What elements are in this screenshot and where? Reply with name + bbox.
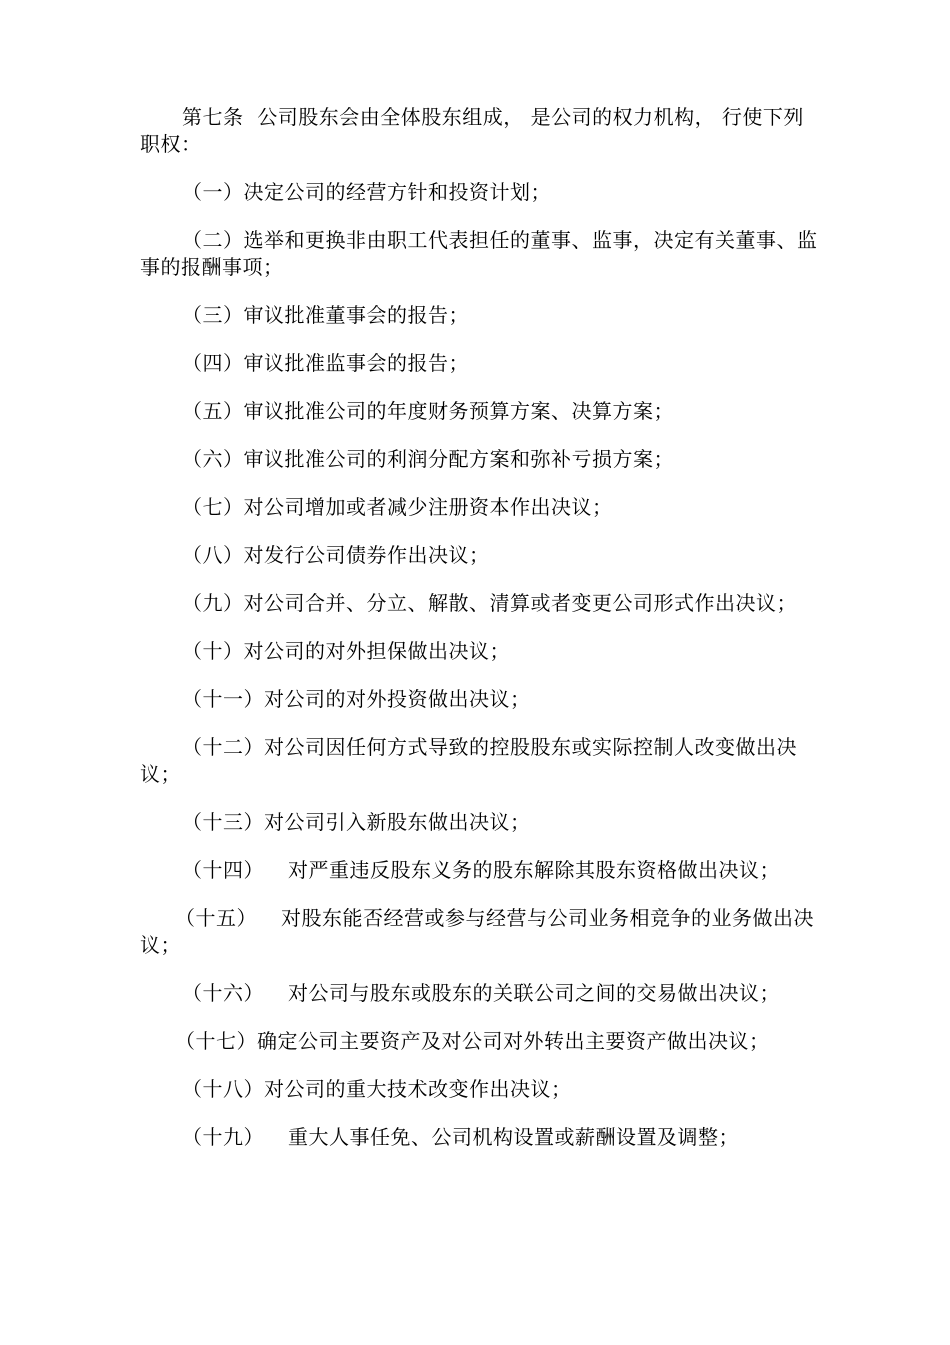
list-item	[140, 905, 820, 959]
item-label: （一）	[182, 180, 244, 204]
item-label: （八）	[182, 543, 244, 567]
item-label: （十二）	[182, 735, 264, 759]
item-text: 对公司引入新股东做出决议；	[264, 810, 531, 834]
item-text: 审议批准公司的利润分配方案和弥补亏损方案；	[243, 447, 674, 471]
item-label: （十九）	[182, 1125, 264, 1149]
list-item	[140, 494, 820, 521]
item-text: 重大人事任免、公司机构设置或薪酬设置及调整；	[288, 1125, 739, 1149]
list-item	[140, 590, 820, 617]
item-text: 确定公司主要资产及对公司对外转出主要资产做出决议；	[257, 1029, 770, 1053]
item-label: （十四）	[182, 858, 264, 882]
item-label: （七）	[182, 495, 244, 519]
item-label: （十八）	[182, 1077, 264, 1101]
item-label: （二）	[182, 228, 244, 252]
list-item	[140, 302, 820, 329]
list-item	[140, 980, 820, 1007]
item-label: （三）	[182, 303, 244, 327]
article-body	[140, 104, 820, 1172]
list-item	[140, 1124, 820, 1151]
list-item	[140, 398, 820, 425]
item-label: （九）	[182, 591, 244, 615]
item-text: 审议批准公司的年度财务预算方案、决算方案；	[243, 399, 674, 423]
list-item	[140, 686, 820, 713]
item-text: 审议批准监事会的报告；	[243, 351, 469, 375]
item-label: （十三）	[182, 810, 264, 834]
item-text: 对公司与股东或股东的关联公司之间的交易做出决议；	[288, 981, 780, 1005]
item-text: 对公司增加或者减少注册资本作出决议；	[243, 495, 613, 519]
item-label: （十）	[182, 639, 244, 663]
item-text: 对公司的对外担保做出决议；	[243, 639, 510, 663]
list-item	[140, 1076, 820, 1103]
item-label: （十七）	[175, 1029, 257, 1053]
list-item	[140, 1028, 820, 1055]
article-intro	[140, 104, 820, 158]
list-item	[140, 809, 820, 836]
item-text: 对发行公司债券作出决议；	[243, 543, 490, 567]
article-intro-text: 公司股东会由全体股东组成， 是公司的权力机构， 行使下列职权：	[140, 105, 804, 156]
item-label: （六）	[182, 447, 244, 471]
item-text: 对公司因任何方式导致的控股股东或实际控制人改变做出决议；	[140, 735, 797, 786]
item-text: 选举和更换非由职工代表担任的董事、监事，决定有关董事、监事的报酬事项；	[140, 228, 818, 279]
item-label: （十一）	[182, 687, 264, 711]
list-item	[140, 638, 820, 665]
item-text: 对公司合并、分立、解散、清算或者变更公司形式作出决议；	[243, 591, 797, 615]
list-item	[140, 179, 820, 206]
item-label: （十五）	[175, 906, 257, 930]
item-text: 决定公司的经营方针和投资计划；	[243, 180, 551, 204]
item-text: 对股东能否经营或参与经营与公司业务相竞争的业务做出决议；	[140, 906, 814, 957]
list-item	[140, 857, 820, 884]
item-label: （四）	[182, 351, 244, 375]
item-text: 对严重违反股东义务的股东解除其股东资格做出决议；	[288, 858, 780, 882]
list-item	[140, 734, 820, 788]
item-text: 审议批准董事会的报告；	[243, 303, 469, 327]
item-label: （五）	[182, 399, 244, 423]
article-heading: 第七条	[182, 105, 244, 129]
item-text: 对公司的重大技术改变作出决议；	[264, 1077, 572, 1101]
list-item	[140, 350, 820, 377]
list-item	[140, 542, 820, 569]
list-item	[140, 227, 820, 281]
list-item	[140, 446, 820, 473]
item-label: （十六）	[182, 981, 264, 1005]
item-text: 对公司的对外投资做出决议；	[264, 687, 531, 711]
